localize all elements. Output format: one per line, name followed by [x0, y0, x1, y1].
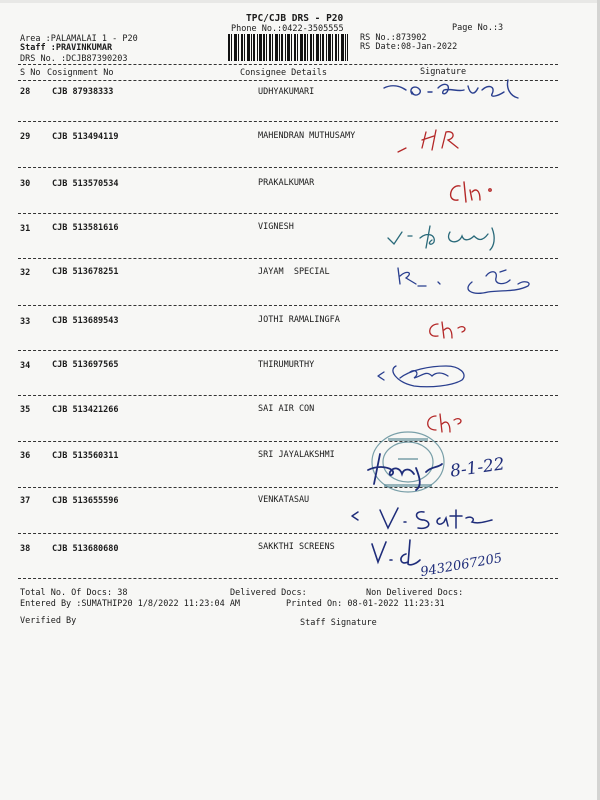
row-sno: 29 — [20, 132, 31, 142]
row-consignment: CJB 87938333 — [52, 87, 114, 97]
row-sno: 36 — [20, 451, 31, 461]
row-consignment: CJB 513655596 — [52, 496, 119, 506]
row-divider — [18, 305, 558, 306]
header-divider-top — [18, 64, 558, 65]
column-consignee: Consignee Details — [240, 68, 327, 78]
row-consignee: SAKKTHI SCREENS — [258, 542, 335, 552]
staff-signature: Staff Signature — [300, 618, 377, 628]
signature-row-36 — [366, 448, 446, 496]
row-divider — [18, 213, 558, 214]
row-divider — [18, 350, 558, 351]
printed-on: Printed On: 08-01-2022 11:23:31 — [286, 599, 445, 609]
row-divider — [18, 167, 558, 168]
row-consignee: SAI AIR CON — [258, 404, 315, 414]
column-consignment: Cosignment No — [47, 68, 114, 78]
row-consignment: CJB 513680680 — [52, 544, 119, 554]
row-consignee: PRAKALKUMAR — [258, 178, 315, 188]
barcode-image — [228, 34, 348, 61]
total-docs: Total No. Of Docs: 38 — [20, 588, 128, 598]
row-consignment: CJB 513421266 — [52, 405, 119, 415]
page-number: Page No.:3 — [452, 23, 504, 33]
verified-by: Verified By — [20, 616, 77, 626]
area-label: Area :PALAMALAI 1 - P20 — [20, 34, 138, 44]
handwritten-phone: 9432067205 — [419, 550, 504, 581]
signature-row-28 — [378, 74, 528, 118]
row-consignment: CJB 513494119 — [52, 132, 119, 142]
row-sno: 31 — [20, 224, 31, 234]
row-divider — [18, 441, 558, 442]
row-consignee: MAHENDRAN MUTHUSAMY — [258, 131, 356, 141]
column-sno: S No — [20, 68, 41, 78]
row-consignment: CJB 513560311 — [52, 451, 119, 461]
rs-date: RS Date:08-Jan-2022 — [360, 42, 458, 52]
row-sno: 28 — [20, 87, 31, 97]
signature-row-30 — [442, 176, 502, 212]
row-sno: 34 — [20, 361, 31, 371]
row-consignment: CJB 513570534 — [52, 179, 119, 189]
row-consignment: CJB 513678251 — [52, 267, 119, 277]
row-sno: 33 — [20, 317, 31, 327]
rs-number: RS No.:873902 — [360, 33, 427, 43]
row-divider — [18, 121, 558, 122]
row-consignee: VENKATASAU — [258, 495, 310, 505]
row-sno: 35 — [20, 405, 31, 415]
row-consignee: SRI JAYALAKSHMI — [258, 450, 335, 460]
row-consignee: JAYAM SPECIAL — [258, 267, 330, 277]
non-delivered-docs: Non Delivered Docs: — [366, 588, 464, 598]
row-sno: 32 — [20, 268, 31, 278]
handwritten-date: 8-1-22 — [448, 454, 506, 482]
row-consignment: CJB 513689543 — [52, 316, 119, 326]
row-consignment: CJB 513697565 — [52, 360, 119, 370]
column-signature: Signature — [420, 67, 467, 77]
staff-label: Staff :PRAVINKUMAR — [20, 43, 113, 53]
drs-number: DRS No. :DCJB87390203 — [20, 54, 128, 64]
signature-row-33 — [424, 316, 474, 348]
row-sno: 30 — [20, 179, 31, 189]
scan-edge-top — [0, 0, 600, 3]
sheet-title: TPC/CJB DRS - P20 — [246, 13, 344, 24]
signature-row-31 — [384, 220, 514, 262]
signature-row-32 — [392, 262, 542, 304]
row-sno: 37 — [20, 496, 31, 506]
row-consignee: UDHYAKUMARI — [258, 87, 315, 97]
row-divider — [18, 487, 558, 488]
phone-number: Phone No.:0422-3505555 — [231, 24, 344, 34]
row-consignment: CJB 513581616 — [52, 223, 119, 233]
delivered-docs: Delivered Docs: — [230, 588, 307, 598]
signature-row-29 — [392, 124, 472, 164]
row-sno: 38 — [20, 544, 31, 554]
row-divider — [18, 578, 558, 579]
row-consignee: THIRUMURTHY — [258, 360, 315, 370]
row-consignee: VIGNESH — [258, 222, 294, 232]
entered-by: Entered By :SUMATHIP20 1/8/2022 11:23:04 AM — [20, 599, 241, 609]
signature-row-34 — [370, 356, 480, 400]
row-consignee: JOTHI RAMALINGFA — [258, 315, 340, 325]
signature-row-37 — [344, 500, 504, 540]
